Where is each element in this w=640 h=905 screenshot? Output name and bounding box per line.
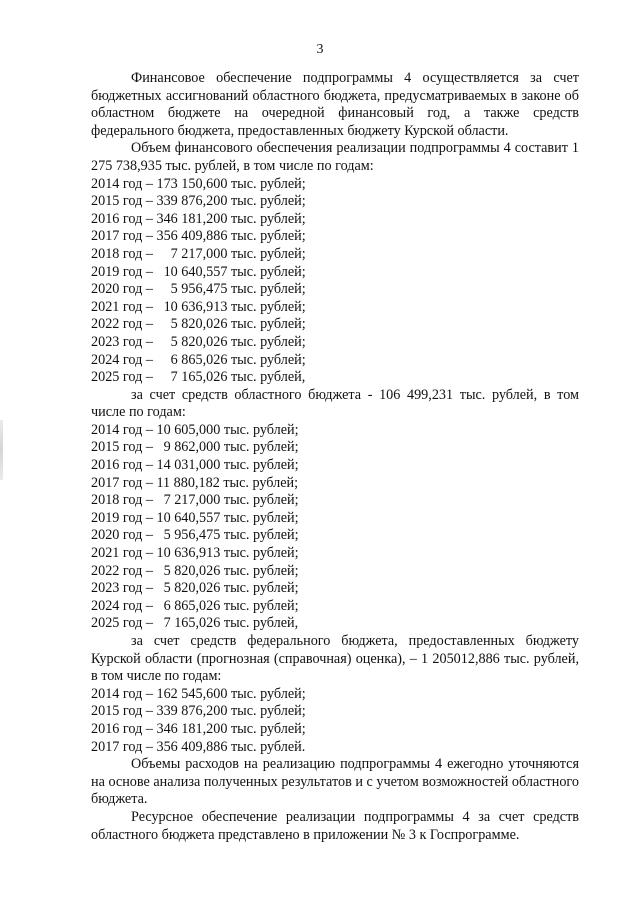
year-line: 2014 год – 10 605,000 тыс. рублей; <box>91 421 299 438</box>
year-line: 2016 год – 14 031,000 тыс. рублей; <box>91 457 299 474</box>
year-line: 2015 год – 339 876,200 тыс. рублей; <box>91 193 306 210</box>
year-line: 2017 год – 356 409,886 тыс. рублей. <box>91 738 306 755</box>
paragraph-funding-sources: Финансовое обеспечение подпрограммы 4 осуществляется за счет бюджетных ассигнований областного бюджета, предусматриваемых в законе об областном бюджете на очередной финансовый год, а также средств федерального бюджета, предоставленных бюджету Курской области. <box>91 70 579 139</box>
year-line: 2021 год – 10 636,913 тыс. рублей; <box>91 298 306 315</box>
year-line: 2025 год – 7 165,026 тыс. рублей, <box>91 615 299 632</box>
paragraph-regional-budget: за счет средств областного бюджета - 106 499,231 тыс. рублей, в том числе по годам: <box>91 386 579 421</box>
year-line: 2014 год – 173 150,600 тыс. рублей; <box>91 175 306 192</box>
year-line: 2014 год – 162 545,600 тыс. рублей; <box>91 685 306 702</box>
year-line: 2023 год – 5 820,026 тыс. рублей; <box>91 333 306 350</box>
year-line: 2024 год – 6 865,026 тыс. рублей; <box>91 351 306 368</box>
year-line: 2017 год – 356 409,886 тыс. рублей; <box>91 228 306 245</box>
paragraph-federal-budget: за счет средств федерального бюджета, предоставленных бюджету Курской области (прогнозная (справочная) оценка), – 1 205012,886 тыс. рублей, в том числе по годам: <box>91 633 579 685</box>
year-line: 2020 год – 5 956,475 тыс. рублей; <box>91 527 299 544</box>
total-by-year-list <box>91 176 579 387</box>
year-line: 2025 год – 7 165,026 тыс. рублей, <box>91 369 306 386</box>
year-line: 2016 год – 346 181,200 тыс. рублей; <box>91 720 306 737</box>
paragraph-resource-provision: Ресурсное обеспечение реализации подпрограммы 4 за счет средств областного бюджета представлено в приложении № 3 к Госпрограмме. <box>91 808 579 843</box>
year-line: 2018 год – 7 217,000 тыс. рублей; <box>91 245 306 262</box>
year-line: 2020 год – 5 956,475 тыс. рублей; <box>91 281 306 298</box>
year-line: 2015 год – 339 876,200 тыс. рублей; <box>91 703 306 720</box>
federal-by-year-list <box>91 686 579 756</box>
year-line: 2019 год – 10 640,557 тыс. рублей; <box>91 263 306 280</box>
regional-by-year-list <box>91 422 579 633</box>
page-number: 3 <box>316 42 324 57</box>
year-line: 2022 год – 5 820,026 тыс. рублей; <box>91 316 306 333</box>
year-line: 2016 год – 346 181,200 тыс. рублей; <box>91 210 306 227</box>
year-line: 2021 год – 10 636,913 тыс. рублей; <box>91 545 299 562</box>
year-line: 2017 год – 11 880,182 тыс. рублей; <box>91 474 299 491</box>
scan-edge-mark <box>0 420 3 480</box>
paragraph-total-volume: Объем финансового обеспечения реализации подпрограммы 4 составит 1 275 738,935 тыс. рублей, в том числе по годам: <box>91 140 579 174</box>
document-body <box>91 70 579 844</box>
paragraph-expense-volumes: Объемы расходов на реализацию подпрограммы 4 ежегодно уточняются на основе анализа полученных результатов и с учетом возможностей областного бюджета. <box>91 756 579 808</box>
year-line: 2018 год – 7 217,000 тыс. рублей; <box>91 492 299 509</box>
year-line: 2019 год – 10 640,557 тыс. рублей; <box>91 509 299 526</box>
year-line: 2022 год – 5 820,026 тыс. рублей; <box>91 562 299 579</box>
year-line: 2024 год – 6 865,026 тыс. рублей; <box>91 597 299 614</box>
year-line: 2015 год – 9 862,000 тыс. рублей; <box>91 439 299 456</box>
year-line: 2023 год – 5 820,026 тыс. рублей; <box>91 580 299 597</box>
